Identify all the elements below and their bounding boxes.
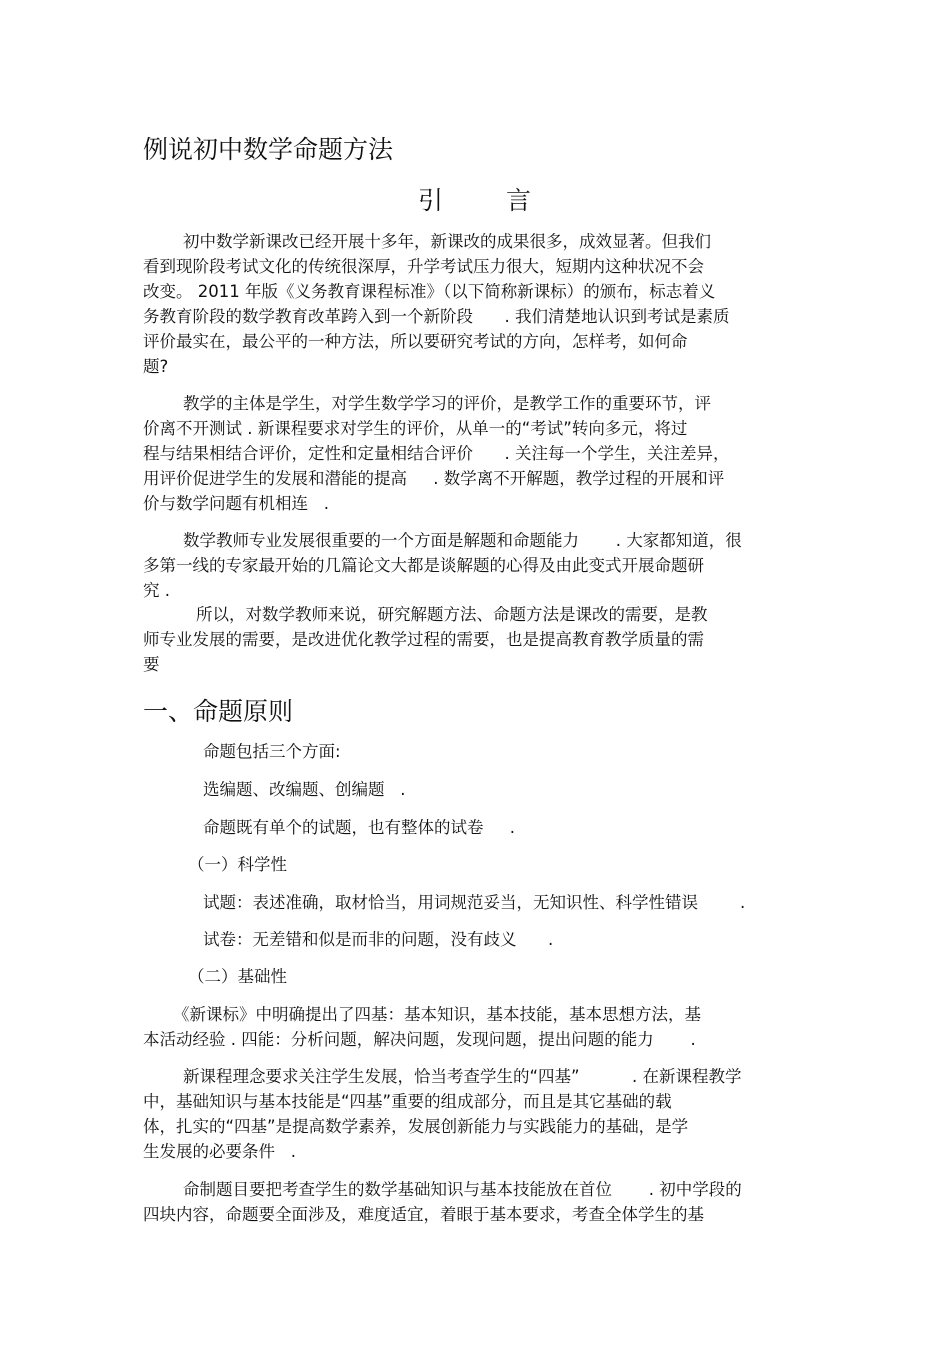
paragraph-line: 四块内容，命题要全面涉及，难度适宜，着眼于基本要求，考查全体学生的基: [143, 1205, 704, 1224]
paragraph-line: 命题既有单个的试题，也有整体的试卷 .: [203, 818, 515, 837]
paragraph-line: 究 .: [143, 581, 170, 600]
subsection-heading: （二）基础性: [188, 967, 287, 986]
paragraph-line: 价离不开测试 . 新课程要求对学生的评价，从单一的“考试”转向多元，将过: [143, 419, 688, 438]
paragraph-line: 评价最实在，最公平的一种方法，所以要研究考试的方向，怎样考，如何命: [143, 332, 688, 351]
paragraph-line: 数学教师专业发展很重要的一个方面是解题和命题能力 . 大家都知道，很: [183, 531, 742, 550]
paragraph-line: 命制题目要把考查学生的数学基础知识与基本技能放在首位 . 初中学段的: [183, 1180, 742, 1199]
intro-heading-char-1: 引: [418, 186, 444, 215]
paragraph-line: 教学的主体是学生，对学生数学学习的评价，是教学工作的重要环节，评: [183, 394, 711, 413]
paragraph-line: 改变。 2011 年版《义务教育课程标准》（以下简称新课标）的颁布，标志着义: [143, 282, 716, 301]
document-title: 例说初中数学命题方法: [143, 135, 394, 164]
paragraph-line: 试卷：无差错和似是而非的问题，没有歧义 .: [203, 930, 554, 949]
paragraph-line: 本活动经验 . 四能：分析问题，解决问题，发现问题，提出问题的能力 .: [143, 1030, 696, 1049]
paragraph-line: 初中数学新课改已经开展十多年，新课改的成果很多，成效显著。但我们: [183, 232, 711, 251]
paragraph-line: 试题：表述准确，取材恰当，用词规范妥当，无知识性、科学性错误 .: [203, 893, 746, 912]
paragraph-line: 要: [143, 655, 160, 674]
paragraph-line: 用评价促进学生的发展和潜能的提高 . 数学离不开解题，教学过程的开展和评: [143, 469, 725, 488]
paragraph-line: 命题包括三个方面:: [203, 742, 341, 761]
paragraph-line: 生发展的必要条件 .: [143, 1142, 296, 1161]
paragraph-line: 务教育阶段的数学教育改革跨入到一个新阶段 . 我们清楚地认识到考试是素质: [143, 307, 730, 326]
paragraph-line: 看到现阶段考试文化的传统很深厚，升学考试压力很大，短期内这种状况不会: [143, 257, 704, 276]
paragraph-line: 中，基础知识与基本技能是“四基”重要的组成部分，而且是其它基础的载: [143, 1092, 672, 1111]
paragraph-line: 新课程理念要求关注学生发展，恰当考查学生的“四基” . 在新课程教学: [183, 1067, 742, 1086]
paragraph-line: 所以，对数学教师来说，研究解题方法、命题方法是课改的需要，是教: [196, 605, 708, 624]
subsection-heading: （一）科学性: [188, 855, 287, 874]
paragraph-line: 《新课标》中明确提出了四基：基本知识，基本技能，基本思想方法，基: [173, 1005, 701, 1024]
paragraph-line: 体，扎实的“四基”是提高数学素养，发展创新能力与实践能力的基础，是学: [143, 1117, 689, 1136]
intro-heading-char-2: 言: [506, 186, 532, 215]
paragraph-line: 价与数学问题有机相连 .: [143, 494, 329, 513]
paragraph-line: 题?: [143, 357, 169, 376]
paragraph-line: 选编题、改编题、创编题 .: [203, 780, 406, 799]
paragraph-line: 多第一线的专家最开始的几篇论文大都是谈解题的心得及由此变式开展命题研: [143, 556, 704, 575]
paragraph-line: 师专业发展的需要，是改进优化教学过程的需要，也是提高教育教学质量的需: [143, 630, 704, 649]
paragraph-line: 程与结果相结合评价，定性和定量相结合评价 . 关注每一个学生，关注差异，: [143, 444, 730, 463]
section-heading: 一、命题原则: [143, 697, 294, 726]
